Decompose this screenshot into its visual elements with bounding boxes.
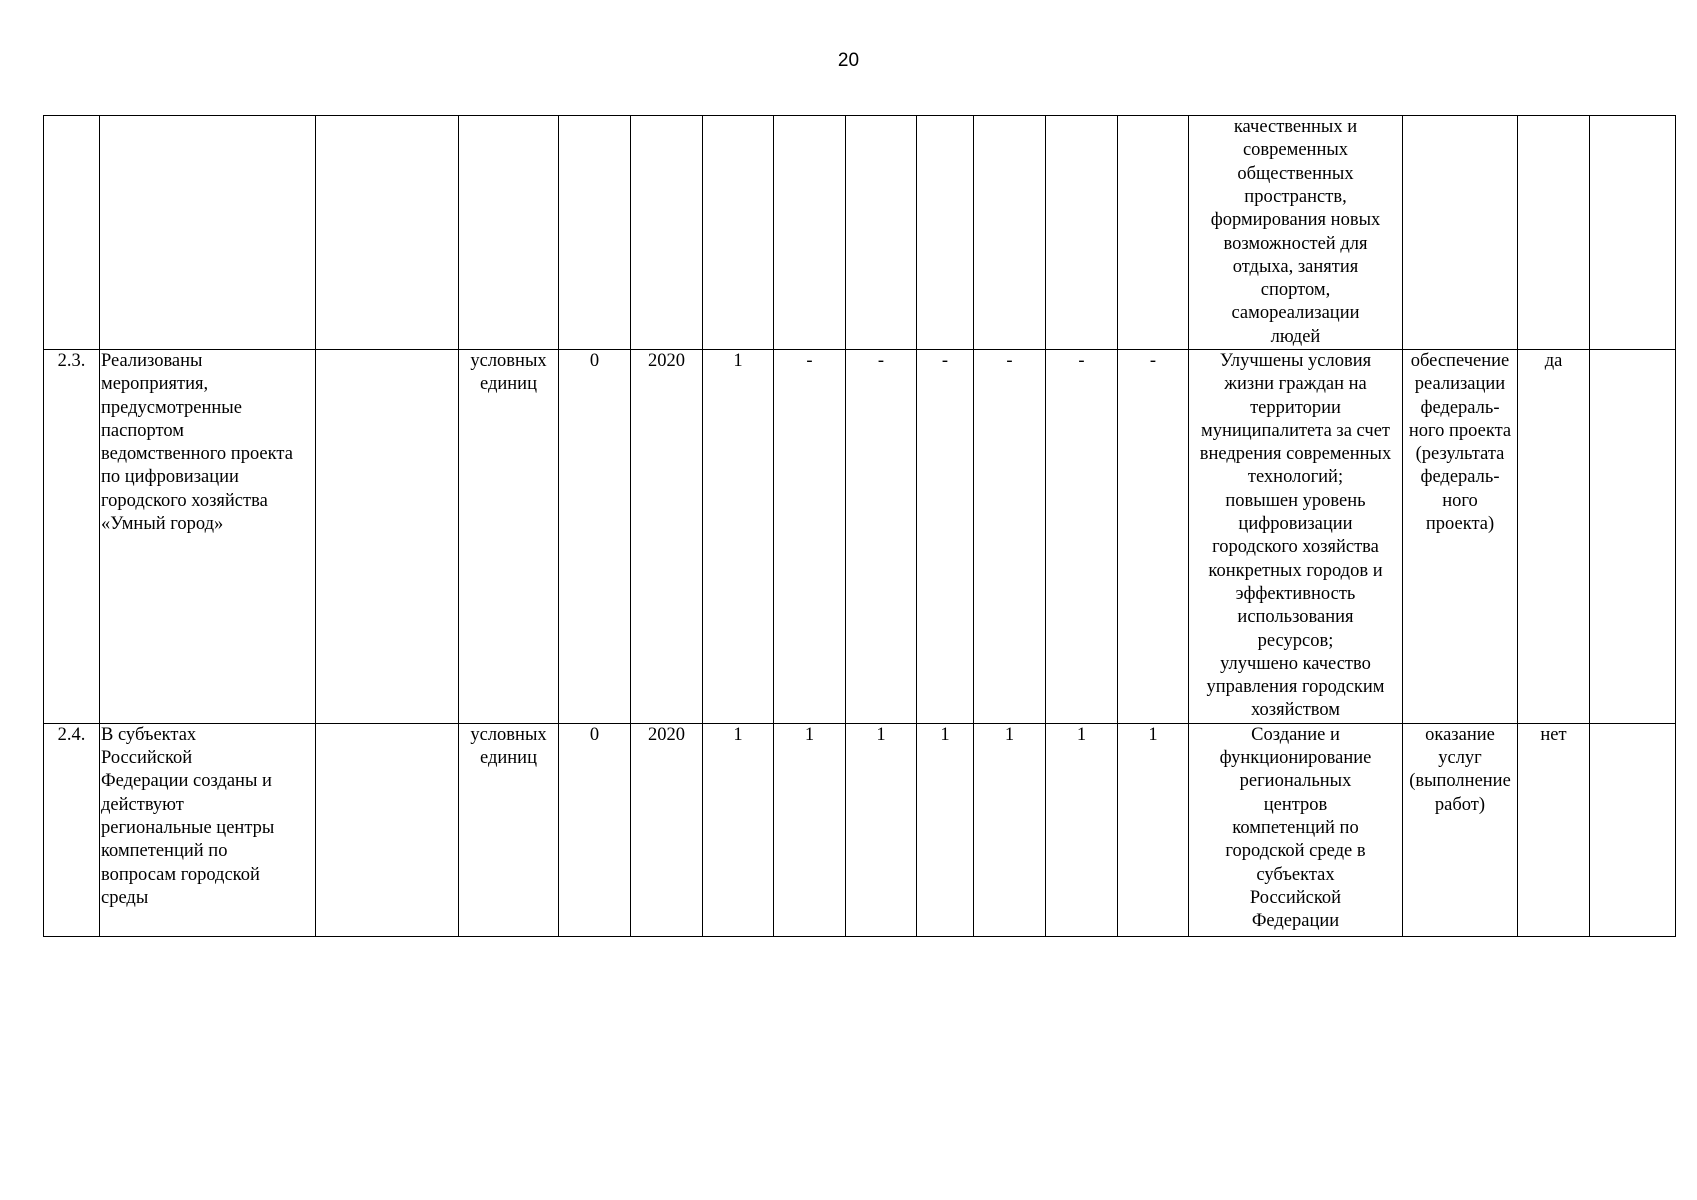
result-name (100, 116, 316, 350)
result-name: Реализованы мероприятия, предусмотренные паспортом ведомственного проекта по цифровизации городского хозяйства «Умный город» (100, 350, 316, 724)
unit-cell (459, 116, 559, 350)
table-row (44, 350, 1676, 724)
year-3-cell: 1 (846, 723, 917, 936)
unit-cell: условных единиц (459, 350, 559, 724)
base-value-cell: 0 (559, 350, 631, 724)
last-cell (1590, 723, 1676, 936)
year-6-cell: 1 (1046, 723, 1118, 936)
type-cell: оказание услуг (выполнение работ) (1403, 723, 1518, 936)
year-4-cell: 1 (917, 723, 974, 936)
year-3-cell: - (846, 350, 917, 724)
table-row (44, 116, 1676, 350)
effect-cell: качественных и современных общественных пространств, формирования новых возможностей для отдыха, занятия спортом, самореализации людей (1189, 116, 1403, 350)
year-4-cell (917, 116, 974, 350)
table-row (44, 723, 1676, 936)
base-value-cell (559, 116, 631, 350)
year-7-cell: - (1118, 350, 1189, 724)
year-5-cell (974, 116, 1046, 350)
year-3-cell (846, 116, 917, 350)
flag-cell: нет (1518, 723, 1590, 936)
year-1-cell (703, 116, 774, 350)
type-cell: обеспечение реализации федераль- ного проекта (результата федераль- ного проекта) (1403, 350, 1518, 724)
flag-cell: да (1518, 350, 1590, 724)
last-cell (1590, 116, 1676, 350)
year-6-cell: - (1046, 350, 1118, 724)
unit-cell: условных единиц (459, 723, 559, 936)
base-year-cell (631, 116, 703, 350)
empty-cell (316, 116, 459, 350)
year-2-cell: 1 (774, 723, 846, 936)
type-cell (1403, 116, 1518, 350)
last-cell (1590, 350, 1676, 724)
page-number: 20 (837, 50, 860, 71)
results-table (43, 115, 1676, 937)
empty-cell (316, 723, 459, 936)
year-7-cell (1118, 116, 1189, 350)
row-number (44, 116, 100, 350)
year-4-cell: - (917, 350, 974, 724)
year-5-cell: 1 (974, 723, 1046, 936)
base-value-cell: 0 (559, 723, 631, 936)
year-5-cell: - (974, 350, 1046, 724)
year-2-cell: - (774, 350, 846, 724)
year-1-cell: 1 (703, 723, 774, 936)
year-2-cell (774, 116, 846, 350)
empty-cell (316, 350, 459, 724)
row-number: 2.4. (44, 723, 100, 936)
base-year-cell: 2020 (631, 350, 703, 724)
row-number: 2.3. (44, 350, 100, 724)
effect-cell: Создание и функционирование региональных центров компетенций по городской среде в субъектах Российской Федерации (1189, 723, 1403, 936)
result-name: В субъектах Российской Федерации созданы и действуют региональные центры компетенций по вопросам городской среды (100, 723, 316, 936)
year-1-cell: 1 (703, 350, 774, 724)
year-7-cell: 1 (1118, 723, 1189, 936)
year-6-cell (1046, 116, 1118, 350)
flag-cell (1518, 116, 1590, 350)
effect-cell: Улучшены условия жизни граждан на территории муниципалитета за счет внедрения современных технологий; повышен уровень цифровизации городского хозяйства конкретных городов и эффективность использования ресурсов; улучшено качество управления городским хозяйством (1189, 350, 1403, 724)
base-year-cell: 2020 (631, 723, 703, 936)
